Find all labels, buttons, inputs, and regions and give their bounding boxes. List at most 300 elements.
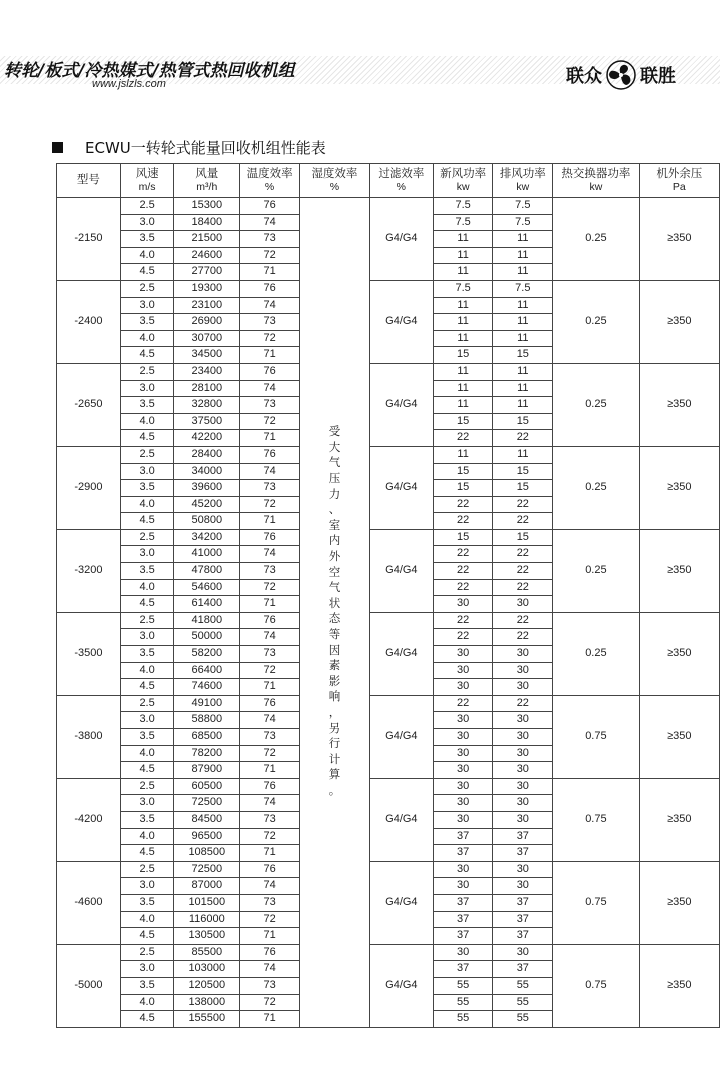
temp-efficiency-cell: 74 xyxy=(240,297,300,314)
exhaust-power-cell: 11 xyxy=(493,231,553,248)
temp-efficiency-cell: 73 xyxy=(240,563,300,580)
temp-efficiency-cell: 71 xyxy=(240,762,300,779)
table-row xyxy=(57,695,720,712)
heat-exchanger-power-cell: 0.25 xyxy=(553,363,639,446)
temp-efficiency-cell: 73 xyxy=(240,646,300,663)
exhaust-power-cell: 22 xyxy=(493,612,553,629)
temp-efficiency-cell: 76 xyxy=(240,861,300,878)
column-header-unit: kw xyxy=(589,180,603,193)
air-volume-cell: 50000 xyxy=(174,629,240,646)
humidity-note-char: 力 xyxy=(328,488,341,501)
fresh-air-power-cell: 15 xyxy=(433,529,493,546)
temp-efficiency-cell: 71 xyxy=(240,928,300,945)
fresh-air-power-cell: 22 xyxy=(433,546,493,563)
air-speed-cell: 4.5 xyxy=(120,845,174,862)
section-heading xyxy=(52,137,326,158)
air-speed-cell: 3.5 xyxy=(120,977,174,994)
air-speed-cell: 2.5 xyxy=(120,446,174,463)
air-volume-cell: 34000 xyxy=(174,463,240,480)
air-volume-cell: 45200 xyxy=(174,496,240,513)
fresh-air-power-cell: 37 xyxy=(433,828,493,845)
air-volume-cell: 28100 xyxy=(174,380,240,397)
external-pressure-cell: ≥350 xyxy=(639,198,719,281)
temp-efficiency-cell: 76 xyxy=(240,198,300,215)
exhaust-power-cell: 30 xyxy=(493,861,553,878)
fresh-air-power-cell: 30 xyxy=(433,878,493,895)
fresh-air-power-cell: 22 xyxy=(433,563,493,580)
air-speed-cell: 3.0 xyxy=(120,961,174,978)
column-header-label: 机外余压 xyxy=(656,167,703,180)
air-volume-cell: 74600 xyxy=(174,679,240,696)
temp-efficiency-cell: 72 xyxy=(240,911,300,928)
air-speed-cell: 2.5 xyxy=(120,612,174,629)
air-speed-cell: 3.5 xyxy=(120,314,174,331)
humidity-note-char: 素 xyxy=(328,660,341,673)
air-volume-cell: 30700 xyxy=(174,330,240,347)
fresh-air-power-cell: 11 xyxy=(433,380,493,397)
humidity-note-char: 气 xyxy=(328,582,341,595)
column-header-label: 过滤效率 xyxy=(378,167,425,180)
fresh-air-power-cell: 55 xyxy=(433,1011,493,1028)
humidity-note-char: ， xyxy=(328,706,341,719)
air-volume-cell: 26900 xyxy=(174,314,240,331)
column-header xyxy=(553,164,639,198)
air-volume-cell: 87000 xyxy=(174,878,240,895)
air-volume-cell: 103000 xyxy=(174,961,240,978)
temp-efficiency-cell: 74 xyxy=(240,380,300,397)
exhaust-power-cell: 11 xyxy=(493,330,553,347)
exhaust-power-cell: 30 xyxy=(493,729,553,746)
air-speed-cell: 2.5 xyxy=(120,778,174,795)
temp-efficiency-cell: 74 xyxy=(240,463,300,480)
air-speed-cell: 3.5 xyxy=(120,811,174,828)
air-speed-cell: 2.5 xyxy=(120,198,174,215)
temp-efficiency-cell: 72 xyxy=(240,579,300,596)
column-header xyxy=(369,164,433,198)
air-speed-cell: 4.0 xyxy=(120,579,174,596)
column-header xyxy=(299,164,369,198)
exhaust-power-cell: 22 xyxy=(493,496,553,513)
air-speed-cell: 3.0 xyxy=(120,297,174,314)
table-row xyxy=(57,861,720,878)
temp-efficiency-cell: 76 xyxy=(240,363,300,380)
humidity-note-char: 压 xyxy=(328,473,341,485)
air-volume-cell: 28400 xyxy=(174,446,240,463)
exhaust-power-cell: 30 xyxy=(493,712,553,729)
column-header-unit: m³/h xyxy=(196,180,218,193)
fresh-air-power-cell: 15 xyxy=(433,463,493,480)
exhaust-power-cell: 22 xyxy=(493,513,553,530)
air-volume-cell: 39600 xyxy=(174,480,240,497)
air-speed-cell: 4.5 xyxy=(120,513,174,530)
air-volume-cell: 15300 xyxy=(174,198,240,215)
exhaust-power-cell: 37 xyxy=(493,911,553,928)
temp-efficiency-cell: 72 xyxy=(240,828,300,845)
header-title: 转轮/板式/冷热媒式/热管式热回收机组 xyxy=(4,61,295,81)
air-speed-cell: 4.0 xyxy=(120,247,174,264)
temp-efficiency-cell: 71 xyxy=(240,347,300,364)
column-header-unit: kw xyxy=(456,180,470,193)
external-pressure-cell: ≥350 xyxy=(639,363,719,446)
air-volume-cell: 24600 xyxy=(174,247,240,264)
temp-efficiency-cell: 76 xyxy=(240,944,300,961)
external-pressure-cell: ≥350 xyxy=(639,529,719,612)
air-volume-cell: 78200 xyxy=(174,745,240,762)
air-speed-cell: 4.5 xyxy=(120,1011,174,1028)
temp-efficiency-cell: 71 xyxy=(240,845,300,862)
fresh-air-power-cell: 22 xyxy=(433,612,493,629)
temp-efficiency-cell: 73 xyxy=(240,397,300,414)
air-speed-cell: 4.5 xyxy=(120,264,174,281)
temp-efficiency-cell: 76 xyxy=(240,446,300,463)
temp-efficiency-cell: 73 xyxy=(240,894,300,911)
exhaust-power-cell: 15 xyxy=(493,347,553,364)
temp-efficiency-cell: 73 xyxy=(240,977,300,994)
exhaust-power-cell: 15 xyxy=(493,529,553,546)
air-volume-cell: 108500 xyxy=(174,845,240,862)
column-header-unit: % xyxy=(329,180,340,193)
humidity-note-char: 室 xyxy=(328,519,341,532)
temp-efficiency-cell: 72 xyxy=(240,662,300,679)
temp-efficiency-cell: 76 xyxy=(240,529,300,546)
air-volume-cell: 87900 xyxy=(174,762,240,779)
exhaust-power-cell: 30 xyxy=(493,778,553,795)
column-header-label: 型号 xyxy=(76,174,100,186)
temp-efficiency-cell: 72 xyxy=(240,330,300,347)
brand-right-text: 联胜 xyxy=(640,66,676,87)
brand-logo xyxy=(566,58,676,92)
air-volume-cell: 54600 xyxy=(174,579,240,596)
exhaust-power-cell: 7.5 xyxy=(493,280,553,297)
exhaust-power-cell: 15 xyxy=(493,463,553,480)
exhaust-power-cell: 11 xyxy=(493,446,553,463)
exhaust-power-cell: 22 xyxy=(493,430,553,447)
model-cell: -2400 xyxy=(57,280,121,363)
air-volume-cell: 41800 xyxy=(174,612,240,629)
fresh-air-power-cell: 37 xyxy=(433,928,493,945)
exhaust-power-cell: 37 xyxy=(493,894,553,911)
filter-efficiency-cell: G4/G4 xyxy=(369,861,433,944)
air-speed-cell: 4.0 xyxy=(120,911,174,928)
fresh-air-power-cell: 22 xyxy=(433,579,493,596)
air-volume-cell: 50800 xyxy=(174,513,240,530)
fresh-air-power-cell: 11 xyxy=(433,397,493,414)
air-volume-cell: 34500 xyxy=(174,347,240,364)
filter-efficiency-cell: G4/G4 xyxy=(369,612,433,695)
temp-efficiency-cell: 74 xyxy=(240,214,300,231)
exhaust-power-cell: 11 xyxy=(493,297,553,314)
fresh-air-power-cell: 11 xyxy=(433,231,493,248)
temp-efficiency-cell: 71 xyxy=(240,264,300,281)
fresh-air-power-cell: 11 xyxy=(433,297,493,314)
humidity-efficiency-note xyxy=(299,198,369,1028)
exhaust-power-cell: 15 xyxy=(493,480,553,497)
heat-exchanger-power-cell: 0.25 xyxy=(553,612,639,695)
column-header xyxy=(120,164,174,198)
exhaust-power-cell: 55 xyxy=(493,1011,553,1028)
temp-efficiency-cell: 74 xyxy=(240,878,300,895)
fresh-air-power-cell: 30 xyxy=(433,745,493,762)
external-pressure-cell: ≥350 xyxy=(639,861,719,944)
air-speed-cell: 3.5 xyxy=(120,231,174,248)
air-speed-cell: 2.5 xyxy=(120,695,174,712)
air-speed-cell: 3.5 xyxy=(120,397,174,414)
air-speed-cell: 3.5 xyxy=(120,729,174,746)
table-row xyxy=(57,529,720,546)
humidity-note-char: 空 xyxy=(328,566,341,579)
fresh-air-power-cell: 55 xyxy=(433,994,493,1011)
exhaust-power-cell: 11 xyxy=(493,380,553,397)
air-speed-cell: 3.0 xyxy=(120,546,174,563)
filter-efficiency-cell: G4/G4 xyxy=(369,695,433,778)
humidity-note-char: 响 xyxy=(328,691,341,704)
model-cell: -5000 xyxy=(57,944,121,1027)
humidity-note-char: 状 xyxy=(328,597,341,610)
air-speed-cell: 3.0 xyxy=(120,795,174,812)
humidity-note-char: 外 xyxy=(328,550,341,563)
exhaust-power-cell: 7.5 xyxy=(493,214,553,231)
humidity-note-char: 态 xyxy=(328,613,341,626)
exhaust-power-cell: 30 xyxy=(493,944,553,961)
temp-efficiency-cell: 72 xyxy=(240,994,300,1011)
exhaust-power-cell: 30 xyxy=(493,745,553,762)
temp-efficiency-cell: 71 xyxy=(240,513,300,530)
air-speed-cell: 3.5 xyxy=(120,480,174,497)
fresh-air-power-cell: 7.5 xyxy=(433,198,493,215)
exhaust-power-cell: 30 xyxy=(493,679,553,696)
exhaust-power-cell: 55 xyxy=(493,977,553,994)
column-header-label: 新风功率 xyxy=(440,167,487,180)
fresh-air-power-cell: 30 xyxy=(433,778,493,795)
fresh-air-power-cell: 11 xyxy=(433,330,493,347)
air-volume-cell: 49100 xyxy=(174,695,240,712)
column-header-label: 排风功率 xyxy=(499,167,546,180)
air-volume-cell: 32800 xyxy=(174,397,240,414)
exhaust-power-cell: 30 xyxy=(493,795,553,812)
air-speed-cell: 4.5 xyxy=(120,596,174,613)
table-row xyxy=(57,280,720,297)
model-cell: -3800 xyxy=(57,695,121,778)
air-volume-cell: 61400 xyxy=(174,596,240,613)
fresh-air-power-cell: 22 xyxy=(433,695,493,712)
exhaust-power-cell: 30 xyxy=(493,662,553,679)
heat-exchanger-power-cell: 0.25 xyxy=(553,198,639,281)
table-row xyxy=(57,198,720,215)
section-title: ECWU一转轮式能量回收机组性能表 xyxy=(85,139,326,157)
column-header-label: 湿度效率 xyxy=(311,167,358,180)
fresh-air-power-cell: 30 xyxy=(433,662,493,679)
exhaust-power-cell: 11 xyxy=(493,363,553,380)
air-volume-cell: 68500 xyxy=(174,729,240,746)
temp-efficiency-cell: 74 xyxy=(240,712,300,729)
fresh-air-power-cell: 30 xyxy=(433,646,493,663)
filter-efficiency-cell: G4/G4 xyxy=(369,778,433,861)
humidity-note-char: 行 xyxy=(328,738,341,751)
temp-efficiency-cell: 76 xyxy=(240,778,300,795)
air-volume-cell: 37500 xyxy=(174,413,240,430)
air-volume-cell: 27700 xyxy=(174,264,240,281)
humidity-note-char: 因 xyxy=(328,644,341,657)
fresh-air-power-cell: 15 xyxy=(433,347,493,364)
temp-efficiency-cell: 73 xyxy=(240,231,300,248)
heat-exchanger-power-cell: 0.75 xyxy=(553,944,639,1027)
external-pressure-cell: ≥350 xyxy=(639,944,719,1027)
air-speed-cell: 4.5 xyxy=(120,430,174,447)
column-header xyxy=(433,164,493,198)
fresh-air-power-cell: 37 xyxy=(433,845,493,862)
humidity-note-char: 、 xyxy=(328,504,341,517)
air-volume-cell: 84500 xyxy=(174,811,240,828)
air-speed-cell: 4.0 xyxy=(120,994,174,1011)
humidity-note-char: 。 xyxy=(328,784,341,797)
exhaust-power-cell: 30 xyxy=(493,762,553,779)
air-speed-cell: 3.5 xyxy=(120,894,174,911)
temp-efficiency-cell: 72 xyxy=(240,413,300,430)
fresh-air-power-cell: 30 xyxy=(433,811,493,828)
air-volume-cell: 85500 xyxy=(174,944,240,961)
air-volume-cell: 72500 xyxy=(174,795,240,812)
air-speed-cell: 3.0 xyxy=(120,380,174,397)
humidity-note-char: 大 xyxy=(328,441,341,454)
column-header-unit: % xyxy=(396,180,407,193)
heat-exchanger-power-cell: 0.25 xyxy=(553,280,639,363)
table-header xyxy=(57,164,720,198)
temp-efficiency-cell: 71 xyxy=(240,679,300,696)
heat-exchanger-power-cell: 0.75 xyxy=(553,861,639,944)
air-volume-cell: 66400 xyxy=(174,662,240,679)
exhaust-power-cell: 30 xyxy=(493,878,553,895)
temp-efficiency-cell: 74 xyxy=(240,795,300,812)
model-cell: -2900 xyxy=(57,446,121,529)
air-speed-cell: 3.5 xyxy=(120,646,174,663)
air-speed-cell: 2.5 xyxy=(120,363,174,380)
column-header-label: 热交换器功率 xyxy=(561,167,631,180)
fresh-air-power-cell: 15 xyxy=(433,480,493,497)
fresh-air-power-cell: 37 xyxy=(433,911,493,928)
air-volume-cell: 116000 xyxy=(174,911,240,928)
fresh-air-power-cell: 37 xyxy=(433,961,493,978)
air-volume-cell: 60500 xyxy=(174,778,240,795)
humidity-note-char: 另 xyxy=(328,722,341,735)
exhaust-power-cell: 22 xyxy=(493,546,553,563)
air-volume-cell: 101500 xyxy=(174,894,240,911)
heat-exchanger-power-cell: 0.25 xyxy=(553,446,639,529)
air-speed-cell: 4.5 xyxy=(120,762,174,779)
air-speed-cell: 2.5 xyxy=(120,280,174,297)
fresh-air-power-cell: 22 xyxy=(433,430,493,447)
fresh-air-power-cell: 30 xyxy=(433,861,493,878)
temp-efficiency-cell: 73 xyxy=(240,314,300,331)
exhaust-power-cell: 22 xyxy=(493,695,553,712)
model-cell: -4600 xyxy=(57,861,121,944)
exhaust-power-cell: 37 xyxy=(493,845,553,862)
air-volume-cell: 23100 xyxy=(174,297,240,314)
air-volume-cell: 58200 xyxy=(174,646,240,663)
table-header-row xyxy=(57,164,720,198)
air-volume-cell: 138000 xyxy=(174,994,240,1011)
column-header xyxy=(57,164,121,198)
external-pressure-cell: ≥350 xyxy=(639,280,719,363)
model-cell: -3200 xyxy=(57,529,121,612)
air-speed-cell: 2.5 xyxy=(120,944,174,961)
air-volume-cell: 96500 xyxy=(174,828,240,845)
table-row xyxy=(57,778,720,795)
fresh-air-power-cell: 7.5 xyxy=(433,280,493,297)
column-header-label: 温度效率 xyxy=(246,167,293,180)
exhaust-power-cell: 30 xyxy=(493,596,553,613)
temp-efficiency-cell: 72 xyxy=(240,745,300,762)
fresh-air-power-cell: 11 xyxy=(433,264,493,281)
air-speed-cell: 3.5 xyxy=(120,563,174,580)
exhaust-power-cell: 22 xyxy=(493,563,553,580)
air-volume-cell: 47800 xyxy=(174,563,240,580)
temp-efficiency-cell: 71 xyxy=(240,596,300,613)
table-row xyxy=(57,944,720,961)
humidity-note-char: 影 xyxy=(328,675,341,688)
exhaust-power-cell: 15 xyxy=(493,413,553,430)
air-volume-cell: 120500 xyxy=(174,977,240,994)
exhaust-power-cell: 37 xyxy=(493,828,553,845)
humidity-note-char: 内 xyxy=(328,535,341,548)
column-header xyxy=(174,164,240,198)
air-speed-cell: 3.0 xyxy=(120,878,174,895)
temp-efficiency-cell: 71 xyxy=(240,430,300,447)
column-header xyxy=(240,164,300,198)
exhaust-power-cell: 30 xyxy=(493,646,553,663)
fresh-air-power-cell: 11 xyxy=(433,314,493,331)
column-header xyxy=(639,164,719,198)
temp-efficiency-cell: 72 xyxy=(240,496,300,513)
humidity-note-char: 等 xyxy=(328,628,341,641)
column-header-unit: Pa xyxy=(672,180,686,193)
model-cell: -3500 xyxy=(57,612,121,695)
air-speed-cell: 2.5 xyxy=(120,529,174,546)
fresh-air-power-cell: 30 xyxy=(433,795,493,812)
temp-efficiency-cell: 73 xyxy=(240,729,300,746)
air-volume-cell: 155500 xyxy=(174,1011,240,1028)
exhaust-power-cell: 11 xyxy=(493,247,553,264)
external-pressure-cell: ≥350 xyxy=(639,778,719,861)
air-speed-cell: 3.0 xyxy=(120,712,174,729)
air-speed-cell: 4.0 xyxy=(120,496,174,513)
brand-left-text: 联众 xyxy=(566,66,602,87)
column-header-unit: kw xyxy=(516,180,530,193)
temp-efficiency-cell: 74 xyxy=(240,961,300,978)
air-speed-cell: 2.5 xyxy=(120,861,174,878)
air-volume-cell: 130500 xyxy=(174,928,240,945)
humidity-note-char: 受 xyxy=(328,426,341,439)
air-volume-cell: 34200 xyxy=(174,529,240,546)
temp-efficiency-cell: 76 xyxy=(240,612,300,629)
exhaust-power-cell: 11 xyxy=(493,314,553,331)
column-header-label: 风量 xyxy=(195,167,219,180)
fresh-air-power-cell: 11 xyxy=(433,446,493,463)
external-pressure-cell: ≥350 xyxy=(639,446,719,529)
temp-efficiency-cell: 72 xyxy=(240,247,300,264)
filter-efficiency-cell: G4/G4 xyxy=(369,363,433,446)
fresh-air-power-cell: 30 xyxy=(433,712,493,729)
humidity-note-char: 算 xyxy=(328,769,341,782)
model-cell: -2150 xyxy=(57,198,121,281)
air-speed-cell: 4.5 xyxy=(120,928,174,945)
air-volume-cell: 42200 xyxy=(174,430,240,447)
model-cell: -4200 xyxy=(57,778,121,861)
exhaust-power-cell: 11 xyxy=(493,397,553,414)
exhaust-power-cell: 30 xyxy=(493,811,553,828)
fresh-air-power-cell: 30 xyxy=(433,944,493,961)
table-row xyxy=(57,446,720,463)
column-header-unit: m/s xyxy=(138,180,156,193)
